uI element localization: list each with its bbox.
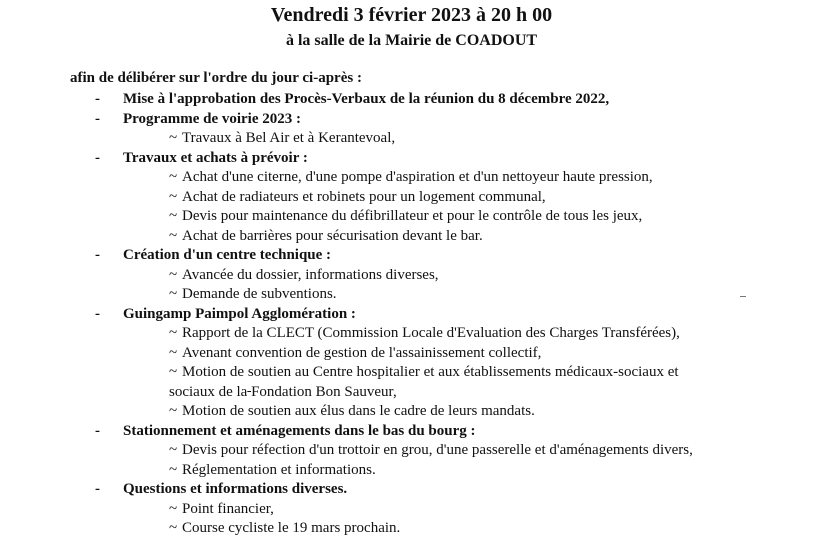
- sub-item-list: [0, 441, 823, 480]
- agenda-section-centre-technique: [0, 246, 823, 305]
- agenda-section-pv-approval: [0, 90, 823, 110]
- continuation-text-end: Fondation Bon Sauveur,: [251, 383, 397, 400]
- sub-item-text: Motion de soutien au Centre hospitalier et aux établissements médicaux-sociaux et: [182, 364, 679, 380]
- sub-item-text: Rapport de la CLECT (Commission Locale d'Evaluation des Charges Transférées),: [182, 325, 680, 341]
- agenda-section-agglomeration: [0, 305, 823, 422]
- sub-item-text: Point financier,: [182, 500, 274, 517]
- sub-item: [0, 461, 823, 481]
- sub-item: [0, 207, 823, 227]
- sub-item-text: Devis pour réfection d'un trottoir en grou, d'une passerelle et d'aménagements divers,: [182, 442, 693, 458]
- agenda-section-stationnement: [0, 422, 823, 481]
- sub-item-list: [0, 129, 823, 149]
- scan-artifact-mark: [740, 296, 746, 297]
- sub-item: [0, 344, 823, 364]
- sub-item-text: Achat d'une citerne, d'une pompe d'aspiration et d'un nettoyeur haute pression,: [182, 169, 653, 185]
- bullet-dash: -: [95, 305, 100, 322]
- sub-item-text: Motion de soutien aux élus dans le cadre de leurs mandats.: [182, 403, 535, 419]
- bullet-dash: -: [95, 110, 100, 127]
- sub-item: [0, 519, 823, 539]
- sub-item-list: [0, 168, 823, 246]
- tilde-bullet: ~: [169, 442, 178, 458]
- tilde-bullet: ~: [169, 520, 178, 536]
- section-label: Mise à l'approbation des Procès-Verbaux de la réunion du 8 décembre 2022,: [123, 91, 610, 107]
- sub-item: [0, 188, 823, 208]
- sub-item-list: [0, 324, 823, 422]
- agenda-section-questions: [0, 480, 823, 539]
- agenda-intro: afin de délibérer sur l'ordre du jour ci-après :: [70, 70, 362, 86]
- bullet-dash: -: [95, 481, 100, 497]
- meeting-location: à la salle de la Mairie de COADOUT: [285, 32, 538, 49]
- bullet-dash: -: [95, 91, 100, 107]
- tilde-bullet: ~: [169, 325, 178, 341]
- sub-item: [0, 363, 823, 383]
- bullet-dash: -: [95, 149, 100, 166]
- section-heading: [0, 110, 823, 130]
- tilde-bullet: ~: [169, 364, 178, 380]
- meeting-date-title: Vendredi 3 février 2023 à 20 h 00: [270, 4, 553, 26]
- tilde-bullet: ~: [169, 266, 178, 283]
- section-label: Questions et informations diverses.: [123, 481, 348, 497]
- section-label: Création d'un centre technique :: [123, 247, 332, 263]
- section-label: Programme de voirie 2023 :: [123, 110, 302, 127]
- sub-item-text: Demande de subventions.: [182, 286, 337, 302]
- sub-item: [0, 324, 823, 344]
- section-heading: [0, 246, 823, 266]
- sub-item-text: Devis pour maintenance du défibrillateur et pour le contrôle de tous les jeux,: [182, 208, 643, 224]
- section-label: Travaux et achats à prévoir :: [123, 149, 308, 166]
- sub-item: [0, 227, 823, 247]
- tilde-bullet: ~: [169, 461, 178, 478]
- sub-item: [0, 285, 823, 305]
- sub-item-text: Avancée du dossier, informations diverses,: [182, 266, 439, 283]
- sub-item-text: Travaux à Bel Air et à Kerantevoal,: [182, 130, 396, 146]
- sub-item-continuation: [0, 383, 823, 403]
- sub-item-list: [0, 266, 823, 305]
- sub-item-text: Achat de barrières pour sécurisation devant le bar.: [182, 227, 483, 244]
- section-heading: [0, 305, 823, 325]
- sub-item: [0, 129, 823, 149]
- sub-item-text: Réglementation et informations.: [182, 461, 376, 478]
- section-label: Stationnement et aménagements dans le bas du bourg :: [123, 422, 476, 439]
- sub-item: [0, 266, 823, 286]
- agenda-section-voirie: [0, 110, 823, 149]
- tilde-bullet: ~: [169, 286, 178, 302]
- tilde-bullet: ~: [169, 403, 178, 419]
- tilde-bullet: ~: [169, 169, 178, 185]
- sub-item-text: Avenant convention de gestion de l'assainissement collectif,: [182, 344, 542, 361]
- tilde-bullet: ~: [169, 344, 178, 361]
- section-heading: [0, 480, 823, 500]
- bullet-dash: -: [95, 247, 100, 263]
- section-label: Guingamp Paimpol Agglomération :: [123, 305, 356, 322]
- sub-item-text: Achat de radiateurs et robinets pour un logement communal,: [182, 188, 546, 205]
- agenda-list: [0, 90, 823, 539]
- sub-item: [0, 441, 823, 461]
- sub-item: [0, 402, 823, 422]
- tilde-bullet: ~: [169, 188, 178, 205]
- sub-item: [0, 168, 823, 188]
- sub-item: [0, 500, 823, 520]
- section-heading: [0, 90, 823, 110]
- continuation-text: sociaux de la: [169, 383, 248, 400]
- tilde-bullet: ~: [169, 130, 178, 146]
- bullet-dash: -: [95, 422, 100, 439]
- section-heading: [0, 422, 823, 442]
- section-heading: [0, 149, 823, 169]
- agenda-section-travaux-achats: [0, 149, 823, 247]
- tilde-bullet: ~: [169, 227, 178, 244]
- tilde-bullet: ~: [169, 208, 178, 224]
- sub-item-list: [0, 500, 823, 539]
- sub-item-text: Course cycliste le 19 mars prochain.: [182, 520, 401, 536]
- tilde-bullet: ~: [169, 500, 178, 517]
